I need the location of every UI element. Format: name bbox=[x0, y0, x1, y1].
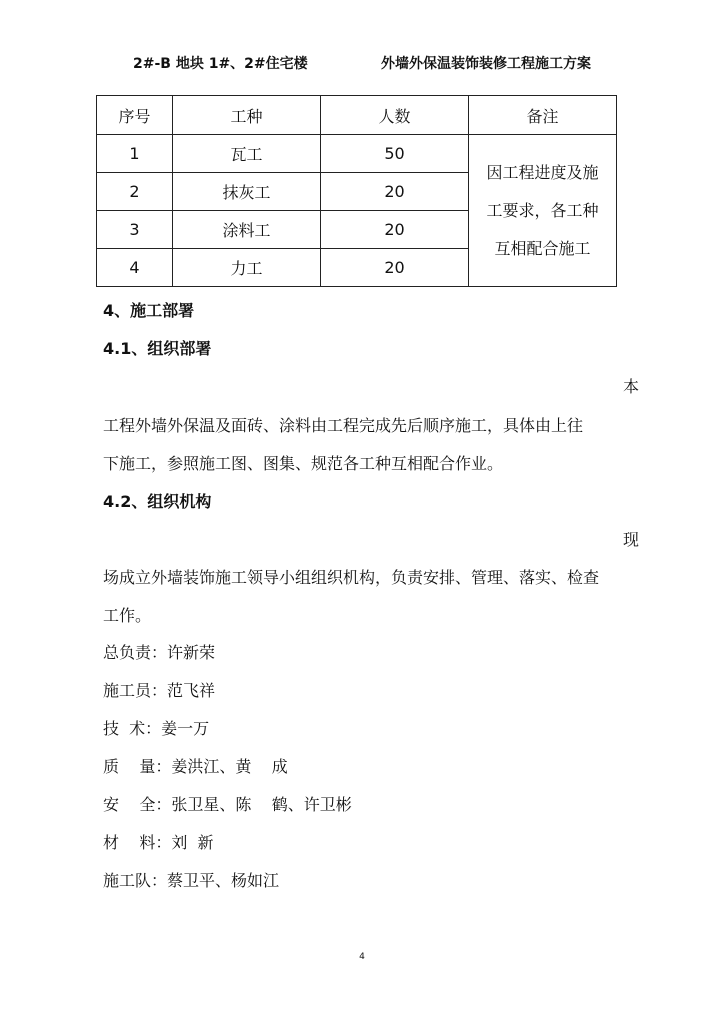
cell-no: 1 bbox=[97, 135, 173, 173]
section-4-2-line2: 工作。 bbox=[103, 606, 152, 625]
cell-count: 50 bbox=[321, 135, 469, 173]
cell-no: 3 bbox=[97, 211, 173, 249]
col-header-count: 人数 bbox=[321, 96, 469, 135]
note-line: 工要求，各工种 bbox=[486, 200, 599, 220]
cell-note bbox=[469, 135, 617, 287]
header-project: 2#-B 地块 1#、2#住宅楼 bbox=[133, 56, 308, 72]
staffing-table bbox=[96, 95, 617, 287]
cell-trade: 涂料工 bbox=[173, 211, 321, 249]
list-item: 技 术：姜一万 bbox=[103, 719, 210, 738]
cell-trade: 力工 bbox=[173, 249, 321, 287]
section-4-1-heading: 4.1、组织部署 bbox=[103, 339, 212, 358]
table-row bbox=[97, 135, 617, 173]
list-item: 安 全：张卫星、陈 鹤、许卫彬 bbox=[103, 795, 352, 814]
section-4-2-heading: 4.2、组织机构 bbox=[103, 492, 212, 511]
note-line: 因工程进度及施 bbox=[486, 162, 599, 182]
section-4-2-line1: 场成立外墙装饰施工领导小组组织机构，负责安排、管理、落实、检查 bbox=[103, 568, 600, 587]
section-4-1-line2: 下施工，参照施工图、图集、规范各工种互相配合作业。 bbox=[103, 454, 504, 473]
section-4-1-lead: 本 bbox=[622, 377, 639, 396]
list-item: 施工员：范飞祥 bbox=[103, 681, 216, 700]
cell-trade: 抹灰工 bbox=[173, 173, 321, 211]
note-line: 互相配合施工 bbox=[494, 238, 591, 258]
cell-no: 4 bbox=[97, 249, 173, 287]
list-item: 总负责：许新荣 bbox=[103, 643, 216, 662]
col-header-no: 序号 bbox=[97, 96, 173, 135]
page-number: 4 bbox=[359, 952, 365, 962]
cell-count: 20 bbox=[321, 211, 469, 249]
cell-count: 20 bbox=[321, 173, 469, 211]
cell-no: 2 bbox=[97, 173, 173, 211]
table-header-row bbox=[97, 96, 617, 135]
section-4-2-lead: 现 bbox=[622, 530, 639, 549]
col-header-trade: 工种 bbox=[173, 96, 321, 135]
header-doc-title: 外墙外保温装饰装修工程施工方案 bbox=[381, 56, 591, 72]
section-4-heading: 4、施工部署 bbox=[103, 301, 195, 320]
list-item: 质 量：姜洪江、黄 成 bbox=[103, 757, 288, 776]
section-4-1-line1: 工程外墙外保温及面砖、涂料由工程完成先后顺序施工，具体由上往 bbox=[103, 416, 584, 435]
list-item: 施工队：蔡卫平、杨如江 bbox=[103, 871, 280, 890]
cell-trade: 瓦工 bbox=[173, 135, 321, 173]
cell-count: 20 bbox=[321, 249, 469, 287]
col-header-note: 备注 bbox=[469, 96, 617, 135]
list-item: 材 料：刘 新 bbox=[103, 833, 214, 852]
